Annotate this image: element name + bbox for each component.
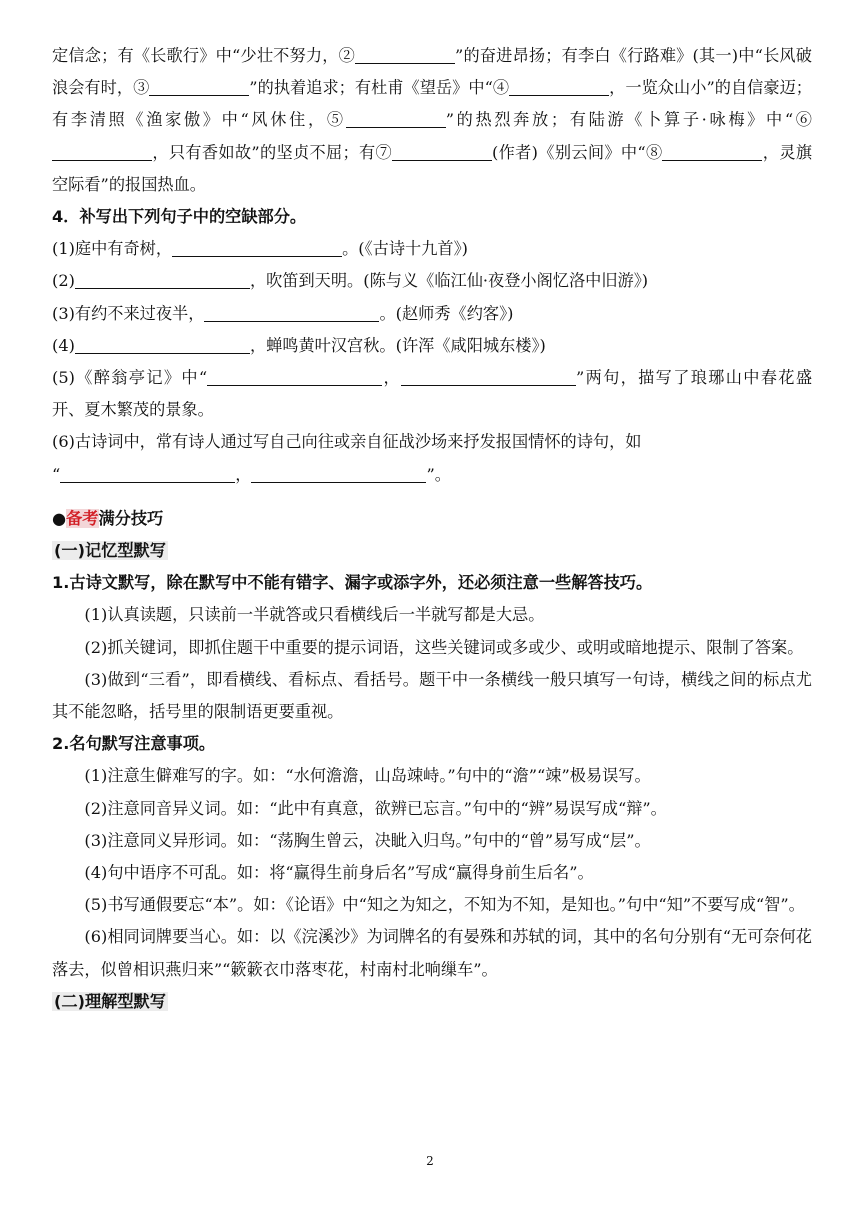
- question-4-title: 4．补写出下列句子中的空缺部分。: [52, 207, 307, 227]
- item-4-text: ，蝉鸣黄叶汉宫秋。(许浑《咸阳城东楼》): [249, 335, 546, 355]
- answer-blank-3[interactable]: [149, 78, 249, 96]
- answer-blank-6[interactable]: [52, 143, 152, 161]
- item-4-number: (4): [52, 335, 75, 355]
- item-3-text: (3)有约不来过夜半，: [52, 303, 205, 323]
- bullet-icon: ●: [52, 508, 67, 528]
- intro-text-5: ”的热烈奔放；有陆游《卜算子·咏梅》中“⑥: [445, 110, 812, 130]
- item-6-open-quote: “: [52, 464, 61, 484]
- tip-2-point-4: (4)句中语序不可乱。如：将“赢得生前身后名”写成“赢得身前生后名”。: [84, 863, 594, 883]
- item-6-close-quote: ”。: [426, 464, 451, 484]
- tip-2-point-5: (5)书写通假要忘“本”。如：《论语》中“知之为知之，不知为不知，是知也。”句中“知”不要写成“智”。: [84, 895, 805, 915]
- item-1-source: 。(《古诗十九首》): [342, 239, 468, 259]
- question-4-item-2: [52, 265, 812, 297]
- tips-heading-highlight: 备考: [66, 508, 99, 528]
- tip-heading-1: 1.古诗文默写，除在默写中不能有错字、漏字或添字外，还必须注意一些解答技巧。: [52, 573, 653, 593]
- tip-2-point-3: (3)注意同义异形词。如：“荡胸生曾云，决眦入归鸟。”句中的“曾”易写成“层”。: [84, 830, 651, 850]
- item-5-blank-b[interactable]: [401, 368, 576, 386]
- page-number: 2: [426, 1154, 434, 1168]
- answer-blank-2[interactable]: [355, 46, 455, 64]
- answer-blank-7[interactable]: [392, 143, 492, 161]
- item-2-text: ，吹笛到天明。(陈与义《临江仙·夜登小阁忆洛中旧游》): [249, 271, 649, 291]
- section-1-heading: [52, 535, 812, 567]
- item-2-number: (2): [52, 271, 75, 291]
- answer-blank-5[interactable]: [346, 110, 446, 128]
- intro-text-8: ，灵旗空际看”的报国热血。: [52, 142, 813, 194]
- intro-text-2: ”的奋进昂扬；有李白《行路难》(其一)中“长风破浪会有时，③: [52, 46, 812, 98]
- tips-heading: [52, 503, 812, 535]
- item-3-source: 。(赵师秀《约客》): [379, 303, 514, 323]
- intro-text-3: ”的执着追求；有杜甫《望岳》中“④: [249, 78, 510, 98]
- tip-1-point-2: (2)抓关键词，即抓住题干中重要的提示词语，这些关键词或多或少、或明或暗地提示、限制了答案。: [84, 637, 804, 657]
- tip-2-point-2: (2)注意同音异义词。如：“此中有真意，欲辨已忘言。”句中的“辨”易误写成“辩”。: [84, 798, 667, 818]
- section-2-label: (二)理解型默写: [54, 991, 166, 1011]
- intro-text-7: (作者)《别云间》中“⑧: [492, 142, 663, 162]
- question-4-item-4: [52, 330, 812, 362]
- section-2-heading: [52, 986, 812, 1018]
- intro-text-1: 定信念；有《长歌行》中“少壮不努力，②: [52, 46, 355, 65]
- tip-1-point-3: (3)做到“三看”，即看横线、看标点、看括号。题干中一条横线一般只填写一句诗，横线之间的标点尤其不能忽略，括号里的限制语更要重视。: [52, 669, 812, 722]
- section-1-label: (一)记忆型默写: [54, 541, 166, 561]
- intro-text-6: ，只有香如故”的坚贞不屈；有⑦: [152, 142, 393, 162]
- intro-paragraph: [52, 40, 812, 201]
- item-5-text: (5)《醉翁亭记》中“: [52, 368, 208, 388]
- answer-blank-8[interactable]: [662, 143, 762, 161]
- item-5-comma: ，: [382, 368, 402, 388]
- item-6-blank-a[interactable]: [60, 465, 235, 483]
- question-4-item-5: [52, 362, 812, 426]
- tip-2-point-6: (6)相同词牌要当心。如：以《浣溪沙》为词牌名的有晏殊和苏轼的词，其中的名句分别有“无可奈何花落去，似曾相识燕归来”“簌簌衣巾落枣花，村南村北响缫车”。: [52, 927, 812, 979]
- document-page: [52, 40, 812, 1018]
- item-3-blank[interactable]: [204, 304, 379, 322]
- item-6-text: (6)古诗词中，常有诗人通过写自己向往或亲自征战沙场来抒发报国情怀的诗句，如: [52, 432, 642, 452]
- answer-blank-4[interactable]: [509, 78, 609, 96]
- item-4-blank[interactable]: [75, 336, 250, 354]
- item-2-blank[interactable]: [75, 271, 250, 289]
- tip-1-point-1: (1)认真读题，只读前一半就答或只看横线后一半就写都是大忌。: [84, 605, 545, 625]
- item-5-blank-a[interactable]: [207, 368, 382, 386]
- intro-text-4: ，一览众山小”的自信豪迈；有李清照《渔家傲》中“风休住，⑤: [52, 78, 812, 130]
- tips-heading-text: 满分技巧: [98, 508, 164, 528]
- tip-heading-2: 2.名句默写注意事项。: [52, 734, 216, 754]
- tip-2-point-1: (1)注意生僻难写的字。如：“水何澹澹，山岛竦峙。”句中的“澹”“竦”极易误写。: [84, 766, 651, 786]
- question-4-item-6: [52, 426, 812, 458]
- item-6-comma: ，: [235, 464, 252, 484]
- item-5-description: ”两句，描写了琅琊山中春花盛开、夏木繁茂的景象。: [52, 368, 813, 420]
- item-1-blank[interactable]: [172, 239, 342, 257]
- question-4-item-1: [52, 233, 812, 265]
- question-4-item-6-line-2: [52, 459, 812, 491]
- item-1-text: (1)庭中有奇树，: [52, 239, 173, 259]
- question-4-item-3: [52, 298, 812, 330]
- item-6-blank-b[interactable]: [251, 465, 426, 483]
